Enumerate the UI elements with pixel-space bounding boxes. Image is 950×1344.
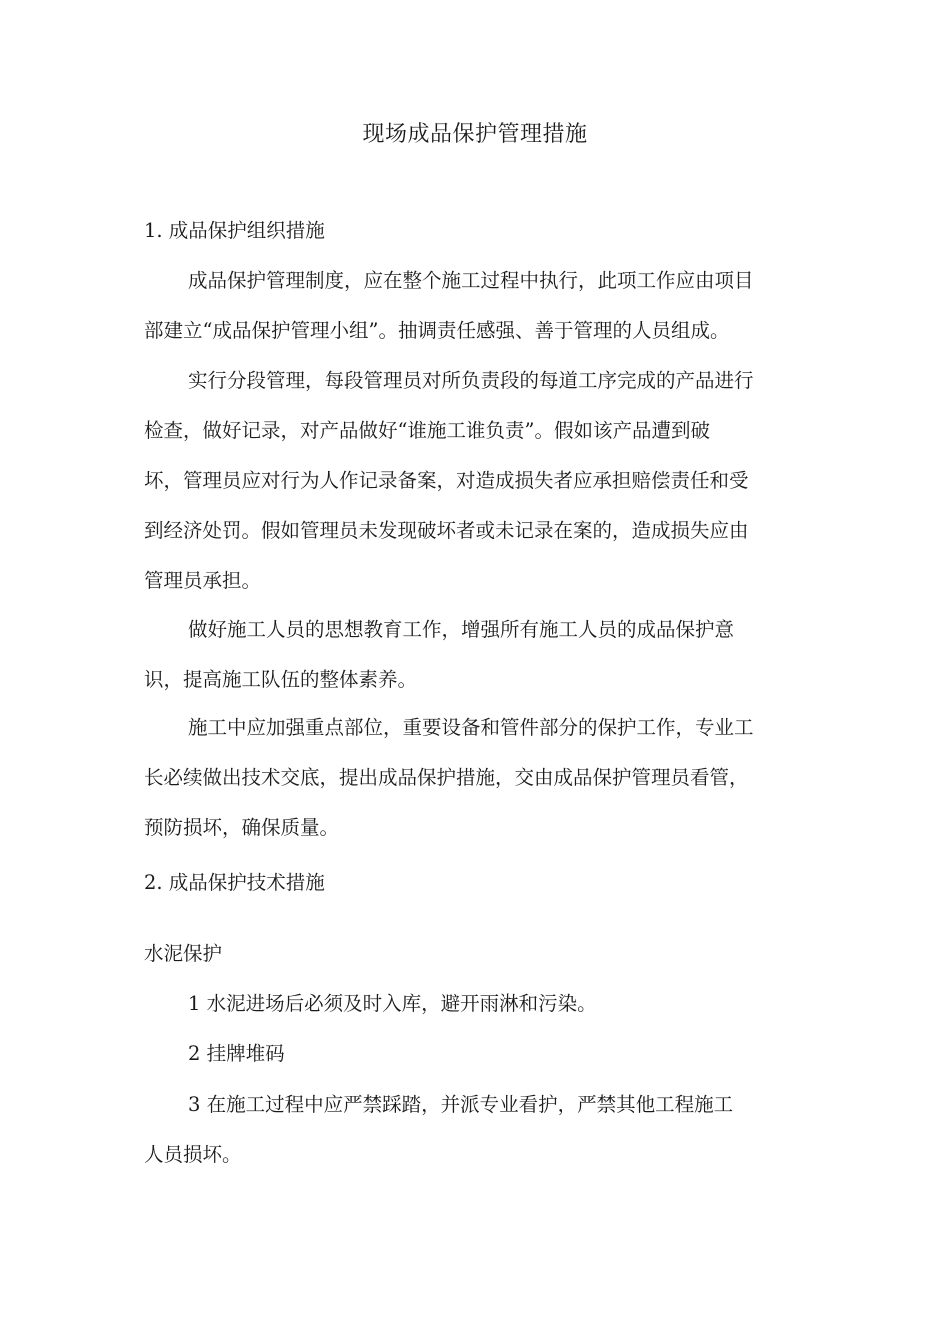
list-item-3 xyxy=(144,1080,808,1180)
paragraph-4 xyxy=(144,703,808,853)
list-item-line: 2 挂牌堆码 xyxy=(188,1042,285,1065)
section-heading-2 xyxy=(144,858,808,908)
paragraph-line: 预防损坏，确保质量。 xyxy=(144,816,340,839)
paragraph-line: 识，提高施工队伍的整体素养。 xyxy=(144,668,418,691)
page-title: 现场成品保护管理措施 xyxy=(362,122,588,147)
paragraph-line: 施工中应加强重点部位，重要设备和管件部分的保护工作，专业工 xyxy=(188,716,754,739)
section-heading-1 xyxy=(144,206,808,256)
paragraph-line: 坏，管理员应对行为人作记录备案，对造成损失者应承担赔偿责任和受 xyxy=(144,469,749,492)
paragraph-line: 管理员承担。 xyxy=(144,569,262,592)
list-item-2 xyxy=(144,1029,808,1079)
list-item-line: 1 水泥进场后必须及时入库，避开雨淋和污染。 xyxy=(188,992,597,1015)
paragraph-1 xyxy=(144,256,808,356)
paragraph-2 xyxy=(144,356,808,606)
list-item-line: 人员损坏。 xyxy=(144,1143,242,1166)
list-item-line: 3 在施工过程中应严禁踩踏，并派专业看护，严禁其他工程施工 xyxy=(188,1093,734,1116)
paragraph-3 xyxy=(144,605,808,705)
paragraph-line: 实行分段管理，每段管理员对所负责段的每道工序完成的产品进行 xyxy=(188,369,754,392)
paragraph-line: 检查，做好记录，对产品做好“谁施工谁负责”。假如该产品遭到破 xyxy=(144,419,710,442)
paragraph-line: 做好施工人员的思想教育工作，增强所有施工人员的成品保护意 xyxy=(188,618,735,641)
section-heading-text: 1. 成品保护组织措施 xyxy=(144,219,325,242)
subheading xyxy=(144,929,808,979)
paragraph-line: 到经济处罚。假如管理员未发现破坏者或未记录在案的，造成损失应由 xyxy=(144,519,749,542)
paragraph-line: 长必续做出技术交底，提出成品保护措施，交由成品保护管理员看管， xyxy=(144,766,749,789)
section-heading-text: 2. 成品保护技术措施 xyxy=(144,871,325,894)
paragraph-line: 部建立“成品保护管理小组”。抽调责任感强、善于管理的人员组成。 xyxy=(144,319,730,342)
list-item-1 xyxy=(144,979,808,1029)
paragraph-line: 成品保护管理制度，应在整个施工过程中执行，此项工作应由项目 xyxy=(188,269,754,292)
subheading-text: 水泥保护 xyxy=(144,942,223,965)
